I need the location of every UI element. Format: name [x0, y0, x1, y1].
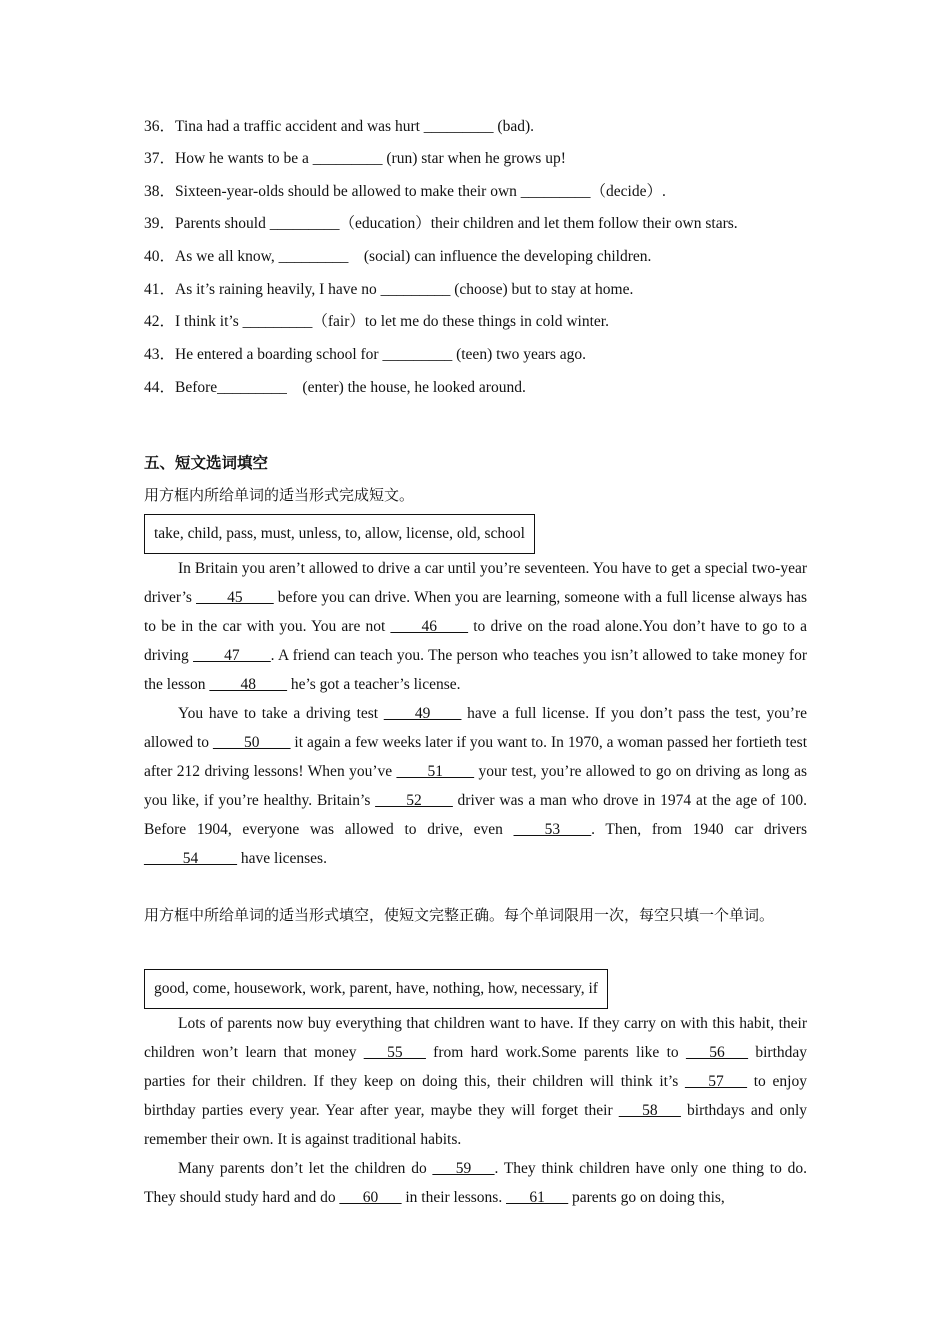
question-38 [144, 182, 666, 202]
text-run: your test, you’re allowed to go on driving as long as you like, if you’re healthy. Britain’s [144, 763, 807, 809]
question-text: Tina had a traffic accident and was hurt _________ (bad). [175, 118, 534, 135]
blank-57: ___57___ [685, 1073, 748, 1090]
blank-59: ___59___ [432, 1160, 495, 1177]
question-text: Before_________ (enter) the house, he looked around. [175, 379, 526, 396]
text-run: from hard work.Some parents like to [425, 1044, 687, 1061]
question-number: 43． [144, 346, 176, 363]
text-run: to enjoy birthday parties every year. Year after year, maybe they will forget their [144, 1073, 807, 1119]
question-number: 36． [144, 118, 176, 135]
text-run: driver was a man who drove in 1974 at the age of 100. Before 1904, everyone was allowed to drive, even [144, 792, 807, 838]
text-run: have licenses. [237, 850, 327, 867]
blank-48: ____48____ [209, 676, 287, 693]
text-run: birthday parties for their children. If they keep on doing this, their children will think it’s [144, 1044, 808, 1090]
text-run: to drive on the road alone.You don’t have to go to a driving [144, 618, 807, 664]
passage2-paragraph-2 [144, 1154, 807, 1212]
question-40 [144, 247, 651, 267]
passage1-instruction: 用方框内所给单词的适当形式完成短文。 [144, 486, 415, 504]
passage1-word-box: take, child, pass, must, unless, to, allow, license, old, school [144, 514, 535, 554]
question-44 [144, 378, 526, 398]
blank-49: ____49____ [383, 705, 462, 722]
blank-53: ____53____ [513, 821, 592, 838]
question-41 [144, 280, 633, 300]
question-text: As it’s raining heavily, I have no _________ (choose) but to stay at home. [175, 281, 634, 298]
text-run: . Then, from 1940 car drivers [591, 821, 807, 838]
text-run: it again a few weeks later if you want to. In 1970, a woman passed her fortieth test after 212 driving lessons! When you’ve [144, 734, 808, 780]
passage2-paragraph-1 [144, 1009, 807, 1154]
question-number: 40． [144, 248, 176, 265]
question-number: 44． [144, 379, 176, 396]
text-run: You have to take a driving test [178, 705, 384, 722]
text-run: Many parents don’t let the children do [178, 1160, 433, 1177]
blank-46: ____46____ [390, 618, 469, 635]
blank-54: _____54_____ [144, 850, 237, 867]
text-run: . They think children have only one thing to do. They should study hard and do [144, 1160, 807, 1206]
blank-61: ___61___ [506, 1189, 569, 1206]
question-39 [144, 214, 738, 234]
question-text: I think it’s _________（fair）to let me do these things in cold winter. [175, 313, 609, 330]
blank-47: ____47____ [193, 647, 271, 664]
question-number: 37． [144, 150, 176, 167]
text-run: he’s got a teacher’s license. [286, 676, 461, 693]
blank-51: ____51____ [396, 763, 475, 780]
text-run: before you can drive. When you are learning, someone with a full license always has to be in the car with you. You are not [144, 589, 807, 635]
question-number: 41． [144, 281, 176, 298]
question-text: As we all know, _________ (social) can influence the developing children. [175, 248, 652, 265]
question-text: Sixteen-year-olds should be allowed to make their own _________（decide）. [175, 183, 666, 200]
blank-58: ___58___ [618, 1102, 681, 1119]
question-43 [144, 345, 586, 365]
blank-52: ____52____ [375, 792, 453, 809]
question-number: 39． [144, 215, 176, 232]
question-number: 38． [144, 183, 176, 200]
text-run: Lots of parents now buy everything that children want to have. If they carry on with this habit, their children won’t learn that money [144, 1015, 807, 1061]
passage2-word-box: good, come, housework, work, parent, have, nothing, how, necessary, if [144, 969, 608, 1009]
section-heading: 五、短文选词填空 [144, 454, 269, 472]
blank-56: ___56___ [686, 1044, 749, 1061]
question-text: He entered a boarding school for _________ (teen) two years ago. [175, 346, 587, 363]
text-run: have a full license. If you don’t pass the test, you’re allowed to [144, 705, 807, 751]
blank-45: ____45____ [196, 589, 274, 606]
question-37 [144, 149, 566, 169]
text-run: birthdays and only remember their own. It is against traditional habits. [144, 1102, 807, 1148]
passage1-paragraph-2 [144, 699, 807, 873]
question-text: Parents should _________（education）their children and let them follow their own stars. [175, 215, 738, 232]
blank-50: ____50____ [212, 734, 291, 751]
blank-60: ___60___ [339, 1189, 402, 1206]
text-run: In Britain you aren’t allowed to drive a car until you’re seventeen. You have to get a special two-year driver’s [144, 560, 807, 606]
question-36 [144, 117, 534, 137]
text-run: in their lessons. [401, 1189, 507, 1206]
question-number: 42． [144, 313, 176, 330]
passage1-paragraph-1 [144, 554, 807, 699]
text-run: parents go on doing this, [568, 1189, 725, 1206]
question-text: How he wants to be a _________ (run) star when he grows up! [175, 150, 566, 167]
blank-55: ___55___ [363, 1044, 426, 1061]
text-run: . A friend can teach you. The person who teaches you isn’t allowed to take money for the lesson [144, 647, 807, 693]
passage2-instruction: 用方框中所给单词的适当形式填空，使短文完整正确。每个单词限用一次，每空只填一个单词。 [144, 906, 775, 924]
question-42 [144, 312, 609, 332]
